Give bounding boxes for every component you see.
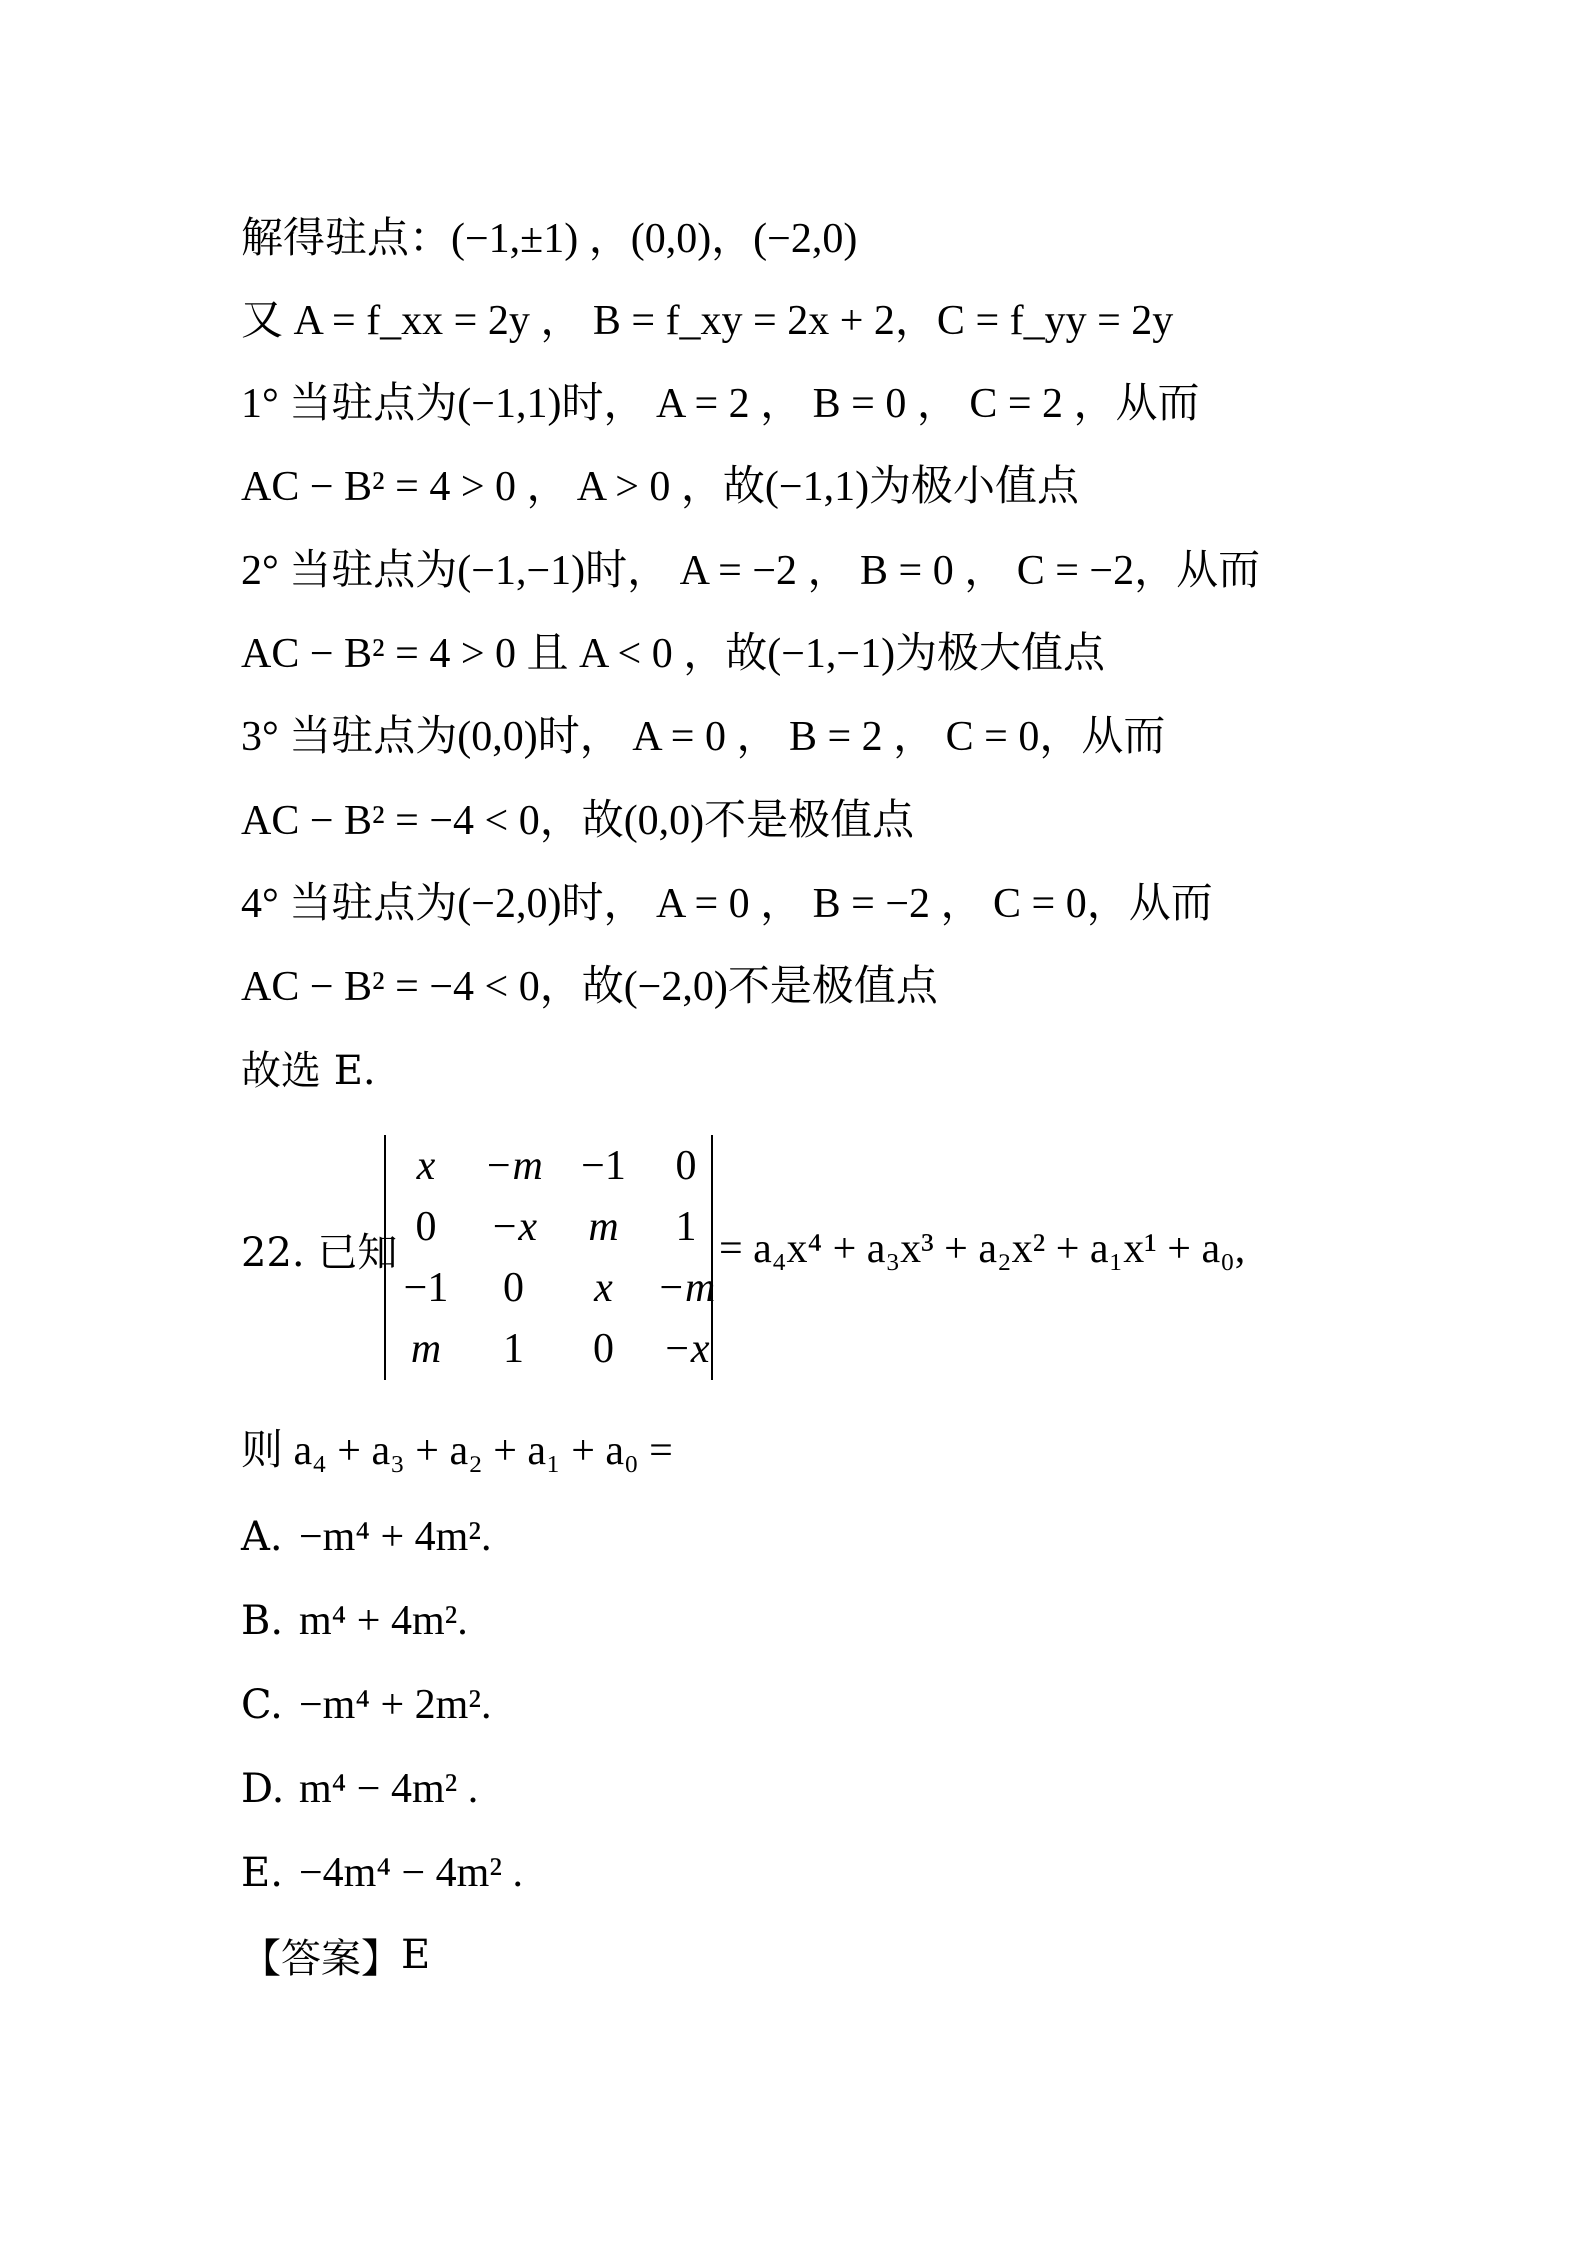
matrix-cell: 0 <box>593 1325 614 1372</box>
polynomial-expansion: = a₄x⁴ + a₃x³ + a₂x² + a₁x¹ + a₀, <box>719 1226 1246 1272</box>
option-b: B. m⁴ + 4m². <box>241 1598 468 1644</box>
answer-value: E <box>401 1932 431 1978</box>
solution-line-1: 解得驻点：(−1,±1) ，(0,0)，(−2,0) <box>241 216 858 262</box>
solution-line-8: AC − B² = −4 < 0，故(0,0)不是极值点 <box>241 798 915 844</box>
determinant-right-bar <box>711 1135 713 1380</box>
solution-line-9: 4° 当驻点为(−2,0)时， A = 0 ， B = −2 ， C = 0，从而 <box>241 881 1213 927</box>
matrix-cell: m <box>410 1325 442 1372</box>
question-prompt: 则 a₄ + a₃ + a₂ + a₁ + a₀ = <box>241 1428 673 1474</box>
solution-line-7: 3° 当驻点为(0,0)时， A = 0 ， B = 2 ， C = 0，从而 <box>241 714 1166 760</box>
matrix-cell: 0 <box>503 1264 524 1311</box>
option-a: A. −m⁴ + 4m². <box>241 1514 492 1560</box>
matrix-cell: x <box>594 1264 613 1311</box>
solution-line-2: 又 A = f_xx = 2y ， B = f_xy = 2x + 2，C = f_yy = 2y <box>241 298 1174 344</box>
determinant-matrix <box>386 1135 716 1380</box>
matrix-cell: −1 <box>403 1264 449 1311</box>
question-22-determinant <box>241 1135 1291 1380</box>
matrix-cell: 1 <box>675 1203 697 1250</box>
matrix-cell: m <box>588 1203 619 1250</box>
answer-line <box>241 1920 430 1990</box>
matrix-cell: 0 <box>675 1142 697 1189</box>
matrix-cell: −m <box>484 1142 543 1189</box>
matrix-cell: −1 <box>581 1142 626 1189</box>
solution-line-3: 1° 当驻点为(−1,1)时， A = 2 ， B = 0 ， C = 2 ，从而 <box>241 381 1200 427</box>
option-c: C. −m⁴ + 2m². <box>241 1682 492 1728</box>
matrix-cell: −x <box>490 1203 537 1250</box>
solution-line-4: AC − B² = 4 > 0 ， A > 0 ，故(−1,1)为极小值点 <box>241 464 1080 510</box>
answer-label: 【答案】 <box>241 1935 401 1982</box>
matrix-cell: 0 <box>415 1203 437 1250</box>
matrix-cell: x <box>416 1142 436 1189</box>
solution-conclusion: 故选 E. <box>241 1047 376 1094</box>
option-e: E. −4m⁴ − 4m² . <box>241 1850 523 1896</box>
solution-line-5: 2° 当驻点为(−1,−1)时， A = −2 ， B = 0 ， C = −2，从而 <box>241 548 1261 594</box>
option-d: D. m⁴ − 4m² . <box>241 1766 479 1812</box>
solution-line-10: AC − B² = −4 < 0，故(−2,0)不是极值点 <box>241 964 938 1010</box>
matrix-cell: 1 <box>503 1325 524 1372</box>
matrix-cell: −x <box>662 1325 710 1372</box>
matrix-cell: −m <box>656 1264 716 1311</box>
question-number: 22. 已知 <box>241 1230 398 1276</box>
solution-line-6: AC − B² = 4 > 0 且 A < 0 ，故(−1,−1)为极大值点 <box>241 631 1106 677</box>
